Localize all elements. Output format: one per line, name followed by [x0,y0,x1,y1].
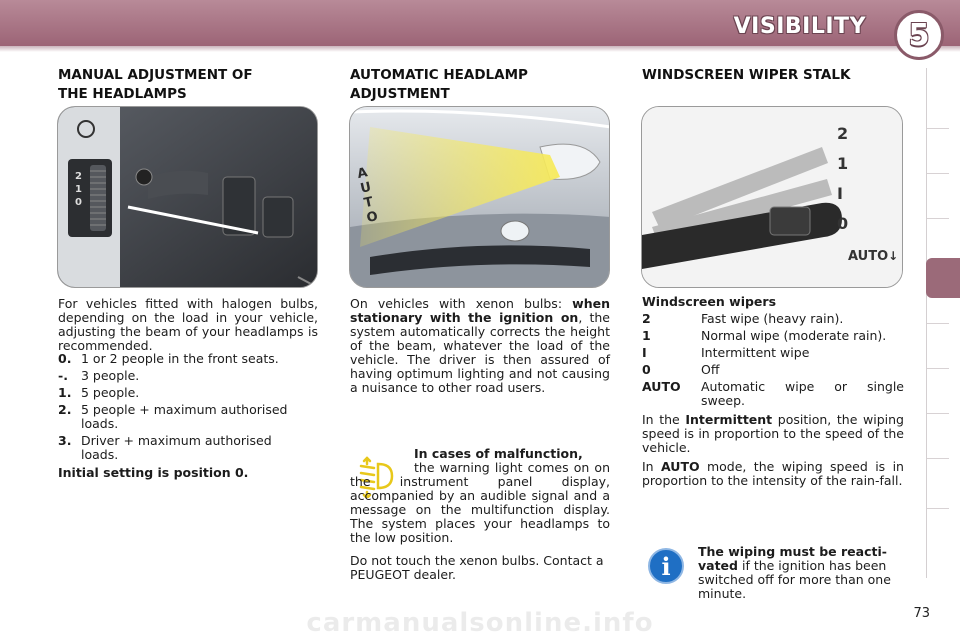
info-bold: The wiping must be reacti-vated [698,544,887,573]
malfunction-text: the warning light comes on on the instrument panel display, accompanied by an audible signal and a message on the multifunction display. The system places your headlamps to the low position. [350,460,610,545]
list-key: 1 [642,328,651,343]
para-text: position, the wiping speed is in proportion to the speed of the vehicle. [642,412,904,455]
heading-line: THE HEADLAMPS [58,86,187,102]
auto-label-text: AUTO [355,165,380,227]
list-key: 2 [642,311,651,326]
xenon-paragraph [350,297,610,395]
info-icon: i [648,548,684,584]
stalk-label: 0 [837,214,849,233]
list-item [642,380,904,408]
list-item [58,352,318,366]
heading-automatic-adjustment [350,66,610,104]
wiper-section [642,295,904,488]
list-text: Driver + maximum authorised loads. [81,433,272,462]
arrow-down-icon: ↓ [888,249,899,263]
chapter-tab[interactable] [927,173,949,174]
list-key: 3. [58,433,72,448]
para-text: , the system automatically corrects the height of the beam, whatever the load of the vehicle. The driver is then assured of having optimum lighting and not causing a nuisance to other road users. [350,310,610,395]
stalk-label: AUTO [848,249,889,264]
chapter-tab[interactable] [927,458,949,459]
list-key: 1. [58,385,72,400]
list-item [58,369,318,383]
list-text: 5 people. [81,385,140,400]
chapter-tab-active[interactable] [926,258,960,298]
heading-wiper-stalk: WINDSCREEN WIPER STALK [642,67,851,83]
wiper-subheading: Windscreen wipers [642,294,777,309]
chapter-tab[interactable] [927,413,949,414]
list-key: 0. [58,351,72,366]
chapter-tab[interactable] [927,128,949,129]
stalk-label: 1 [837,154,849,173]
list-text: Automatic wipe or single sweep. [701,379,904,408]
chapter-tab-strip [926,68,948,578]
para-bold: Intermittent [685,412,773,427]
list-key: 2. [58,402,72,417]
intermittent-paragraph [642,413,904,455]
auto-paragraph [642,460,904,488]
list-text: Intermittent wipe [701,345,810,360]
chapter-tab[interactable] [927,218,949,219]
wiper-stalk-image [641,106,903,288]
headlamp-dial-image [57,106,318,288]
info-text: if the ignition has been switched off for more than one minute. [698,558,891,601]
page-number: 73 [913,606,930,621]
heading-line: MANUAL ADJUSTMENT OF [58,67,253,83]
chapter-badge [894,10,944,60]
list-item [642,329,904,343]
car-front-illustration [350,107,610,288]
list-text: 3 people. [81,368,140,383]
list-text: Off [701,362,720,377]
para-text: On vehicles with xenon bulbs: [350,296,563,311]
list-item [642,363,904,377]
initial-setting-note: Initial setting is position 0. [58,465,249,480]
page-title: VISIBILITY [733,14,866,39]
para-bold: when stationary with the ignition on [350,296,610,325]
list-key: AUTO [642,379,681,394]
list-text: Normal wipe (moderate rain). [701,328,887,343]
xenon-headlamp-image [349,106,610,288]
chapter-tab[interactable] [927,368,949,369]
list-item [642,312,904,326]
para-bold: AUTO [661,459,700,474]
heading-line: ADJUSTMENT [350,86,450,102]
list-item [58,403,318,431]
manual-intro: For vehicles fitted with halogen bulbs, depending on the load in your vehicle, adjusting the beam of your headlamps is recommended. [58,296,318,353]
malfunction-paragraph-top [414,447,610,461]
watermark: carmanualsonline.info [306,608,654,638]
chapter-tab[interactable] [927,323,949,324]
list-key: 0 [642,362,651,377]
list-text: Fast wipe (heavy rain). [701,311,844,326]
list-item [58,434,318,462]
dealer-note: Do not touch the xenon bulbs. Contact a PEUGEOT dealer. [350,553,604,582]
info-note [698,545,904,601]
dial-label: 1 [75,184,82,195]
list-text: 5 people + maximum authorised loads. [81,402,288,431]
para-text: In the [642,412,680,427]
chapter-tab[interactable] [927,508,949,509]
stalk-label: I [837,184,843,203]
heading-line: AUTOMATIC HEADLAMP [350,67,528,83]
chapter-number: 5 [908,17,930,53]
dial-labels [75,170,82,209]
heading-manual-adjustment [58,66,318,104]
stalk-auto-label [848,249,898,264]
load-position-list [58,352,318,480]
para-text: mode, the wiping speed is in proportion to the intensity of the rain-fall. [642,459,904,488]
stalk-label: 2 [837,124,849,143]
list-key: I [642,345,647,360]
malfunction-bold: In cases of malfunction, [414,446,583,461]
list-item [58,386,318,400]
dashboard-illustration [58,107,318,288]
para-text: In [642,459,654,474]
dial-label: 2 [75,171,82,182]
list-item [642,346,904,360]
dial-label: 0 [75,197,82,208]
list-key: -. [58,368,68,383]
stalk-labels [837,119,848,239]
header-shadow [0,46,960,52]
list-text: 1 or 2 people in the front seats. [81,351,279,366]
